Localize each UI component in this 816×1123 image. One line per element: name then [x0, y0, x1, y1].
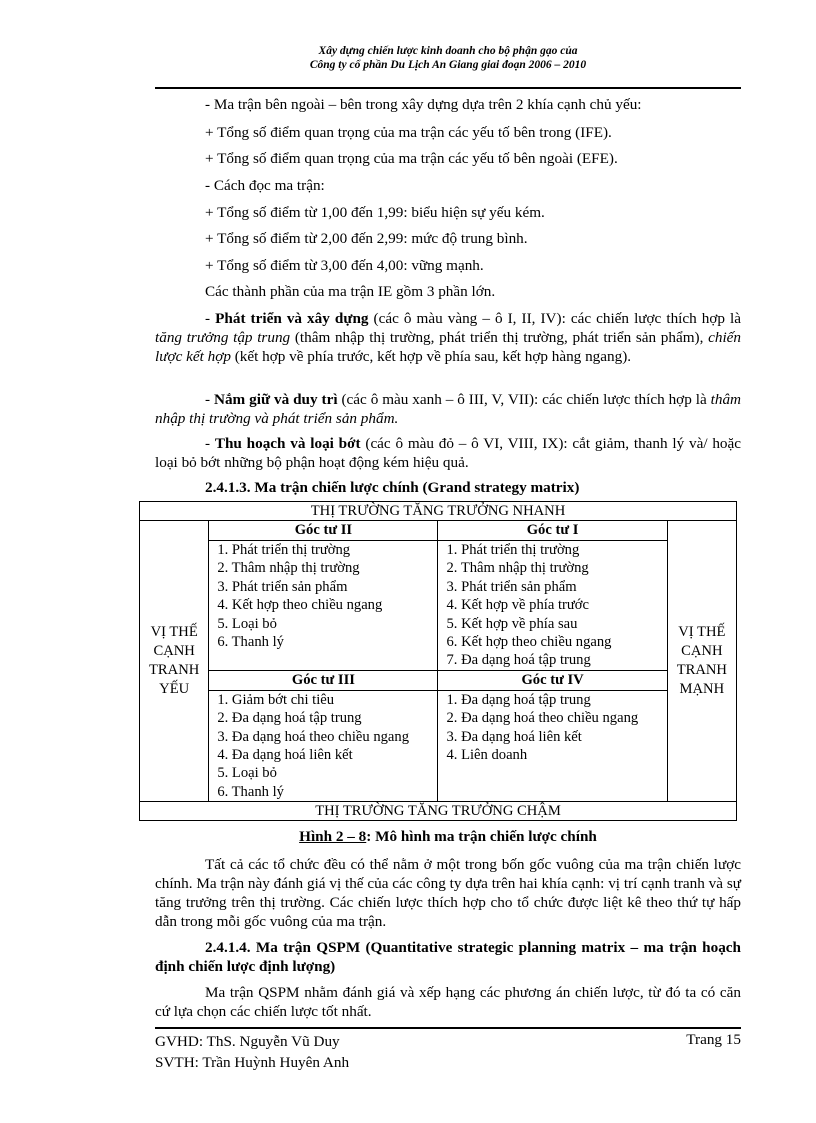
ie-efe-line: + Tổng số điểm quan trọng của ma trận các yếu tố bên ngoài (EFE).	[205, 150, 618, 167]
list-item: 2. Thâm nhập thị trường	[446, 560, 589, 577]
quadrant-4	[438, 670, 667, 801]
grow-text-b: (thâm nhập thị trường, phát triển thị trường, phát triển sản phẩm),	[290, 329, 709, 346]
right-label-line: VỊ THẾ	[678, 624, 726, 641]
harvest-bold: Thu hoạch và loại bớt	[214, 435, 361, 452]
qspm-paragraph: Ma trận QSPM nhằm đánh giá và xếp hạng các phương án chiến lược, từ đó ta có căn cứ lựa chọn các chiến lược tốt nhất.	[155, 984, 741, 1020]
footer-svth: SVTH: Trần Huỳnh Huyên Anh	[155, 1054, 350, 1071]
list-item: 1. Phát triển thị trường	[446, 542, 580, 558]
matrix-left-label	[140, 521, 209, 802]
list-item: 6. Thanh lý	[217, 783, 284, 800]
list-item: 3. Đa dạng hoá liên kết	[446, 728, 582, 745]
quadrant-3-title: Góc tư III	[209, 671, 437, 691]
footer-rule	[155, 1027, 741, 1029]
list-item: 5. Loại bỏ	[217, 615, 277, 632]
left-label-line: CẠNH	[153, 643, 195, 660]
left-label-line: YẾU	[159, 681, 190, 698]
matrix-right-label	[667, 521, 736, 802]
header-line-2: Công ty cổ phần Du Lịch An Giang giai đoạn 2006 – 2010	[309, 59, 587, 71]
hold-text-a: (các ô màu xanh – ô III, V, VII): các chiến lược thích hợp là	[337, 391, 711, 408]
right-label-line: CẠNH	[681, 643, 723, 660]
list-item: 6. Kết hợp theo chiều ngang	[446, 634, 612, 651]
quadrant-2-list	[209, 541, 437, 651]
ie-intro: - Ma trận bên ngoài – bên trong xây dựng dựa trên 2 khía cạnh chủ yếu:	[205, 96, 642, 113]
right-label-line: TRANH	[676, 662, 727, 679]
list-item: 3. Đa dạng hoá theo chiều ngang	[217, 728, 409, 745]
quadrant-2	[209, 521, 438, 671]
list-item: 5. Kết hợp về phía sau	[446, 615, 578, 632]
gsm-paragraph: Tất cả các tổ chức đều có thể nằm ở một trong bốn gốc vuông của ma trận chiến lược chính. Ma trận này đánh giá vị thế của các công ty dựa trên hai khía cạnh: vị trí cạnh tranh và sự tăng trưởng trên thị trường. Các chiến lược thích hợp cho tổ chức được liệt kê theo thứ tự hấp dẫn trong mỗi gốc vuông của ma trận.	[155, 856, 741, 930]
list-item: 2. Thâm nhập thị trường	[217, 560, 360, 577]
caption-text: : Mô hình ma trận chiến lược chính	[366, 828, 597, 845]
left-label-line: TRANH	[149, 662, 200, 679]
quadrant-4-title: Góc tư IV	[438, 671, 666, 691]
list-item: 4. Liên doanh	[446, 747, 528, 764]
list-item: 6. Thanh lý	[217, 634, 284, 651]
left-label-line: VỊ THẾ	[150, 624, 198, 641]
ie-ife-line: + Tổng số điểm quan trọng của ma trận các yếu tố bên trong (IFE).	[205, 124, 612, 141]
list-item: 2. Đa dạng hoá theo chiều ngang	[446, 710, 639, 727]
grow-italic-2: chiến lược kết hợp	[155, 329, 741, 365]
figure-caption	[155, 828, 741, 846]
section-heading-qspm: 2.4.1.4. Ma trận QSPM (Quantitative strategic planning matrix – ma trận hoạch định chiến lược định lượng)	[155, 939, 741, 975]
ie-part-harvest: - Thu hoạch và loại bớt (các ô màu đỏ – ô VI, VIII, IX): cắt giảm, thanh lý và/ hoặc loại bỏ bớt những bộ phận hoạt động kém hiệu quả.	[155, 435, 741, 471]
quadrant-3-list	[209, 691, 437, 801]
quadrant-1-title: Góc tư I	[438, 521, 666, 541]
ie-part-grow: - Phát triển và xây dựng (các ô màu vàng – ô I, II, IV): các chiến lược thích hợp là tăng trưởng tập trung (thâm nhập thị trường, phát triển thị trường, phát triển sản phẩm), chiến lược kết hợp (kết hợp về phía trước, kết hợp về phía sau, kết hợp hàng ngang).	[155, 310, 742, 365]
caption-label: Hình 2 – 8	[299, 828, 367, 845]
ie-parts: Các thành phần của ma trận IE gồm 3 phần lớn.	[205, 283, 496, 300]
list-item: 5. Loại bỏ	[217, 765, 277, 782]
quadrant-4-list	[438, 691, 666, 765]
grand-strategy-matrix	[139, 501, 737, 821]
list-item: 3. Phát triển sản phẩm	[446, 578, 577, 595]
ie-read-3: + Tổng số điểm từ 3,00 đến 4,00: vững mạnh.	[205, 257, 484, 274]
list-item: 2. Đa dạng hoá tập trung	[217, 710, 362, 727]
quadrant-1	[438, 521, 667, 671]
list-item: 1. Giảm bớt chi tiêu	[217, 691, 335, 708]
running-header	[155, 44, 741, 72]
list-item: 7. Đa dạng hoá tập trung	[446, 652, 591, 669]
footer-gvhd: GVHD: ThS. Nguyễn Vũ Duy	[155, 1033, 340, 1050]
list-item: 3. Phát triển sản phẩm	[217, 578, 348, 595]
hold-italic: thâm nhập thị trường và phát triển sản phẩm.	[155, 391, 742, 427]
list-item: 4. Kết hợp về phía trước	[446, 597, 589, 614]
grow-italic-1: tăng trưởng tập trung	[155, 329, 291, 346]
grow-text-a: (các ô màu vàng – ô I, II, IV): các chiến lược thích hợp là	[368, 310, 742, 327]
quadrant-2-title: Góc tư II	[209, 521, 437, 541]
section-heading-gsm: 2.4.1.3. Ma trận chiến lược chính (Grand strategy matrix)	[205, 479, 580, 496]
list-item: 4. Đa dạng hoá liên kết	[217, 747, 353, 764]
list-item: 1. Đa dạng hoá tập trung	[446, 691, 591, 708]
ie-read-title: - Cách đọc ma trận:	[205, 177, 325, 194]
ie-part-hold: - Nắm giữ và duy trì (các ô màu xanh – ô III, V, VII): các chiến lược thích hợp là thâm nhập thị trường và phát triển sản phẩm.	[155, 391, 742, 427]
header-line-1: Xây dựng chiến lược kinh doanh cho bộ phận gạo của	[318, 45, 578, 57]
header-rule	[155, 87, 741, 89]
right-label-line: MẠNH	[679, 681, 725, 698]
list-item: 4. Kết hợp theo chiều ngang	[217, 597, 383, 614]
matrix-bottom-band: THỊ TRƯỜNG TĂNG TRƯỞNG CHẬM	[140, 802, 737, 821]
list-item: 1. Phát triển thị trường	[217, 542, 351, 558]
quadrant-1-list	[438, 541, 666, 670]
harvest-text: (các ô màu đỏ – ô VI, VIII, IX): cắt giảm, thanh lý và/ hoặc loại bỏ bớt những bộ phận hoạt động kém hiệu quả.	[155, 435, 741, 471]
ie-read-2: + Tổng số điểm từ 2,00 đến 2,99: mức độ trung bình.	[205, 230, 528, 247]
hold-bold: Nắm giữ và duy trì	[214, 391, 338, 408]
grow-bold: Phát triển và xây dựng	[215, 310, 369, 327]
quadrant-3	[209, 670, 438, 801]
grow-text-c: (kết hợp về phía trước, kết hợp về phía sau, kết hợp hàng ngang).	[230, 348, 632, 365]
ie-read-1: + Tổng số điểm từ 1,00 đến 1,99: biểu hiện sự yếu kém.	[205, 204, 545, 221]
page-number: Trang 15	[686, 1031, 741, 1048]
matrix-top-band: THỊ TRƯỜNG TĂNG TRƯỞNG NHANH	[140, 502, 737, 521]
